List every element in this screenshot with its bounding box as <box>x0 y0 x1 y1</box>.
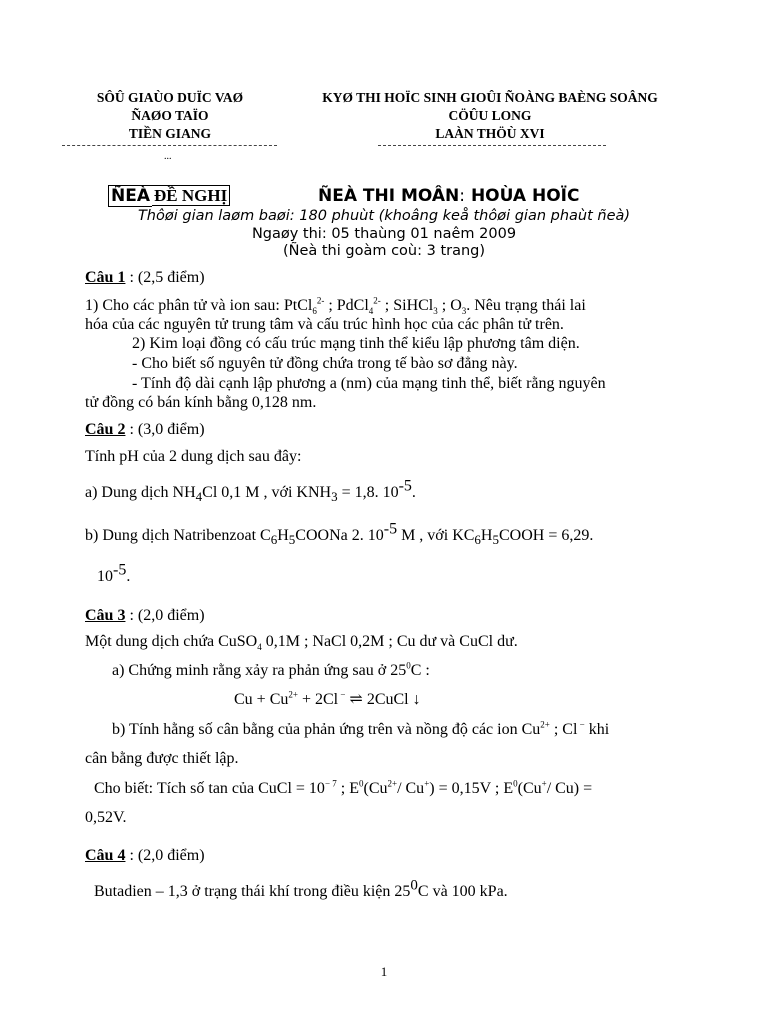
q1-label: Câu 1 <box>85 269 126 286</box>
q3-part-b-line2: cân bằng được thiết lập. <box>85 750 239 767</box>
q3-sup: 2+ <box>387 778 398 789</box>
q3-label: Câu 3 <box>85 607 126 624</box>
subject-name: HOÙA HOÏC <box>470 186 580 206</box>
header-right-line-2: CÖÛU LONG <box>448 108 532 123</box>
q2-sub: 3 <box>331 489 338 505</box>
q3-equation <box>234 690 421 710</box>
q3-text: a) Chứng minh rằng xảy ra phản ứng sau ở 25 <box>112 662 407 679</box>
q1-text: . Nêu trạng thái lai <box>466 297 586 314</box>
q3-sup: 2+ <box>288 689 298 700</box>
q1-text: ; SiHCl <box>380 297 434 314</box>
q2-sub: 4 <box>195 489 203 505</box>
q4-label: Câu 4 <box>85 847 126 864</box>
q4-text <box>94 877 508 902</box>
q3-text: ⇌ 2CuCl ↓ <box>345 691 421 708</box>
subject-sep: : <box>459 186 466 206</box>
q3-heading <box>85 606 205 626</box>
q4-heading <box>85 846 205 866</box>
q2-intro: Tính pH của 2 dung dịch sau đây: <box>85 448 302 465</box>
exam-type-a: ÑEÀ <box>108 185 152 207</box>
header-left-line-1: SÔÛ GIAÙO DUÏC VAØ <box>96 90 244 105</box>
q3-sup: + <box>541 778 547 789</box>
q3-intro <box>85 632 518 652</box>
q1-part2: 2) Kim loại đồng có cấu trúc mạng tinh thể kiểu lập phương tâm diện. <box>132 335 580 352</box>
q1-text: 1) Cho các phân tử và ion sau: PtCl <box>85 297 313 314</box>
q2-part-b-line2 <box>97 561 131 587</box>
q2-sub: 5 <box>288 532 296 548</box>
q2-sub: 6 <box>270 532 278 548</box>
q3-text: / Cu <box>397 780 425 797</box>
q3-text: (Cu <box>517 780 542 797</box>
header-right-line-1: KYØ THI HOÏC SINH GIOÛI ÑOÀNG BAÈNG SOÂNG <box>322 90 658 105</box>
header-right-line-3: LAÀN THÖÙ XVI <box>435 126 545 141</box>
q3-points: : (2,0 điểm) <box>125 607 205 624</box>
q1-part4-line2: tử đồng có bán kính bằng 0,128 nm. <box>85 394 317 411</box>
q2-sub: 5 <box>492 532 499 548</box>
q4-text-part: Butadien – 1,3 ở trạng thái khí trong điều kiện 25 <box>94 883 411 900</box>
q3-text: 0,1M ; NaCl 0,2M ; Cu dư và CuCl dư. <box>261 633 518 650</box>
header-left <box>60 89 280 143</box>
q3-sup: 0 <box>513 778 518 789</box>
q3-sup: − <box>577 719 585 730</box>
q2-label: Câu 2 <box>85 421 126 438</box>
q3-given-line2: 0,52V. <box>85 809 127 826</box>
q1-points: : (2,5 điểm) <box>125 269 205 286</box>
q1-sup: 2- <box>373 295 381 306</box>
q3-text: ) = 0,15V ; E <box>429 780 514 797</box>
exam-type-b: ĐỀ NGHỊ <box>152 185 230 206</box>
q1-part4: - Tính độ dài cạnh lập phương a (nm) của mạng tinh thể, biết rằng nguyên <box>132 375 606 392</box>
duration-value: : 180 phuùt (khoâng keå thôøi gian phaùt ñeà) <box>289 208 631 224</box>
q3-text: khi <box>584 721 610 738</box>
q2-text: . <box>126 568 131 585</box>
q3-text: (Cu <box>363 780 388 797</box>
q3-sup: 0 <box>358 778 364 789</box>
header-left-line-2: ÑAØO TAÏO <box>131 108 209 123</box>
header-left-line-3: TIỀN GIANG <box>128 126 212 141</box>
q1-sup: 2- <box>316 295 325 306</box>
q2-part-b <box>85 520 594 548</box>
q3-text: / Cu) = <box>546 780 593 797</box>
q3-text: ; E <box>336 780 359 797</box>
exam-duration <box>0 208 768 224</box>
q2-heading <box>85 420 205 440</box>
q1-text: ; PdCl <box>324 297 369 314</box>
header-left-divider <box>62 145 277 146</box>
q1-sub: 6 <box>312 306 317 317</box>
q2-sup: -5 <box>383 520 398 538</box>
q1-part1-line2: hóa của các nguyên tử trung tâm và cấu trúc hình học của các phân tử trên. <box>85 316 564 333</box>
q2-text: = 1,8. 10 <box>337 484 399 501</box>
q2-text: H <box>277 527 289 544</box>
q3-text: Cu + Cu <box>234 691 289 708</box>
q4-points: : (2,0 điểm) <box>125 847 205 864</box>
page-number: 1 <box>380 964 388 979</box>
header-right <box>290 89 690 143</box>
q2-part-a <box>85 477 416 505</box>
q1-sub: 3 <box>433 306 438 317</box>
q3-text: Một dung dịch chứa CuSO <box>85 633 258 650</box>
q3-given <box>94 779 592 799</box>
q3-sub: 4 <box>257 642 262 653</box>
q2-text: H <box>480 527 493 544</box>
q3-sup: − 7 <box>324 778 337 789</box>
q1-sub: 3 <box>461 306 467 317</box>
exam-subject-title <box>318 186 579 206</box>
header-right-divider <box>378 145 606 146</box>
q2-text: COONa 2. 10 <box>295 527 384 544</box>
q2-sub: 6 <box>474 532 481 548</box>
q3-text: ; Cl <box>549 721 578 738</box>
q3-text: C : <box>410 662 430 679</box>
q3-sup: 0 <box>406 660 411 671</box>
q4-text-part: C và 100 kPa. <box>417 883 508 900</box>
header-dots: ... <box>164 151 172 162</box>
q2-text: COOH = 6,29. <box>498 527 594 544</box>
exam-type-label <box>108 186 230 206</box>
q2-text: a) Dung dịch NH <box>85 484 196 501</box>
q4-sup: 0 <box>410 877 418 894</box>
q3-sup: 2+ <box>540 719 550 730</box>
q3-sup: + <box>424 778 430 789</box>
q1-part1 <box>85 296 586 316</box>
exam-date: Ngaøy thi: 05 thaùng 01 naêm 2009 <box>251 226 517 242</box>
q2-text: 10 <box>97 568 113 585</box>
q1-part3: - Cho biết số nguyên tử đồng chứa trong tế bào sơ đẳng này. <box>132 355 518 372</box>
q1-heading <box>85 268 205 288</box>
q2-text: M , với KC <box>397 527 475 544</box>
q2-sup: -5 <box>398 477 412 495</box>
q2-text: Cl 0,1 M , với KNH <box>202 484 332 501</box>
q2-sup: -5 <box>113 561 127 579</box>
q1-sub: 4 <box>368 306 374 317</box>
q3-text: b) Tính hằng số cân bằng của phản ứng trên và nồng độ các ion Cu <box>112 721 541 738</box>
exam-pages: (Ñeà thi goàm coù: 3 trang) <box>282 243 486 259</box>
q2-points: : (3,0 điểm) <box>125 421 205 438</box>
q3-part-a <box>112 661 430 681</box>
subject-prefix: ÑEÀ THI MOÂN <box>318 186 460 206</box>
q3-sup: − <box>338 689 346 700</box>
q2-text: . <box>411 484 416 501</box>
duration-label: Thôøi gian laøm baøi <box>137 208 290 224</box>
q3-text: + 2Cl <box>297 691 339 708</box>
q3-part-b <box>112 720 609 740</box>
q1-text: ; O <box>437 297 462 314</box>
q2-text: b) Dung dịch Natribenzoat C <box>85 527 271 544</box>
q3-text: Cho biết: Tích số tan của CuCl = 10 <box>94 780 325 797</box>
